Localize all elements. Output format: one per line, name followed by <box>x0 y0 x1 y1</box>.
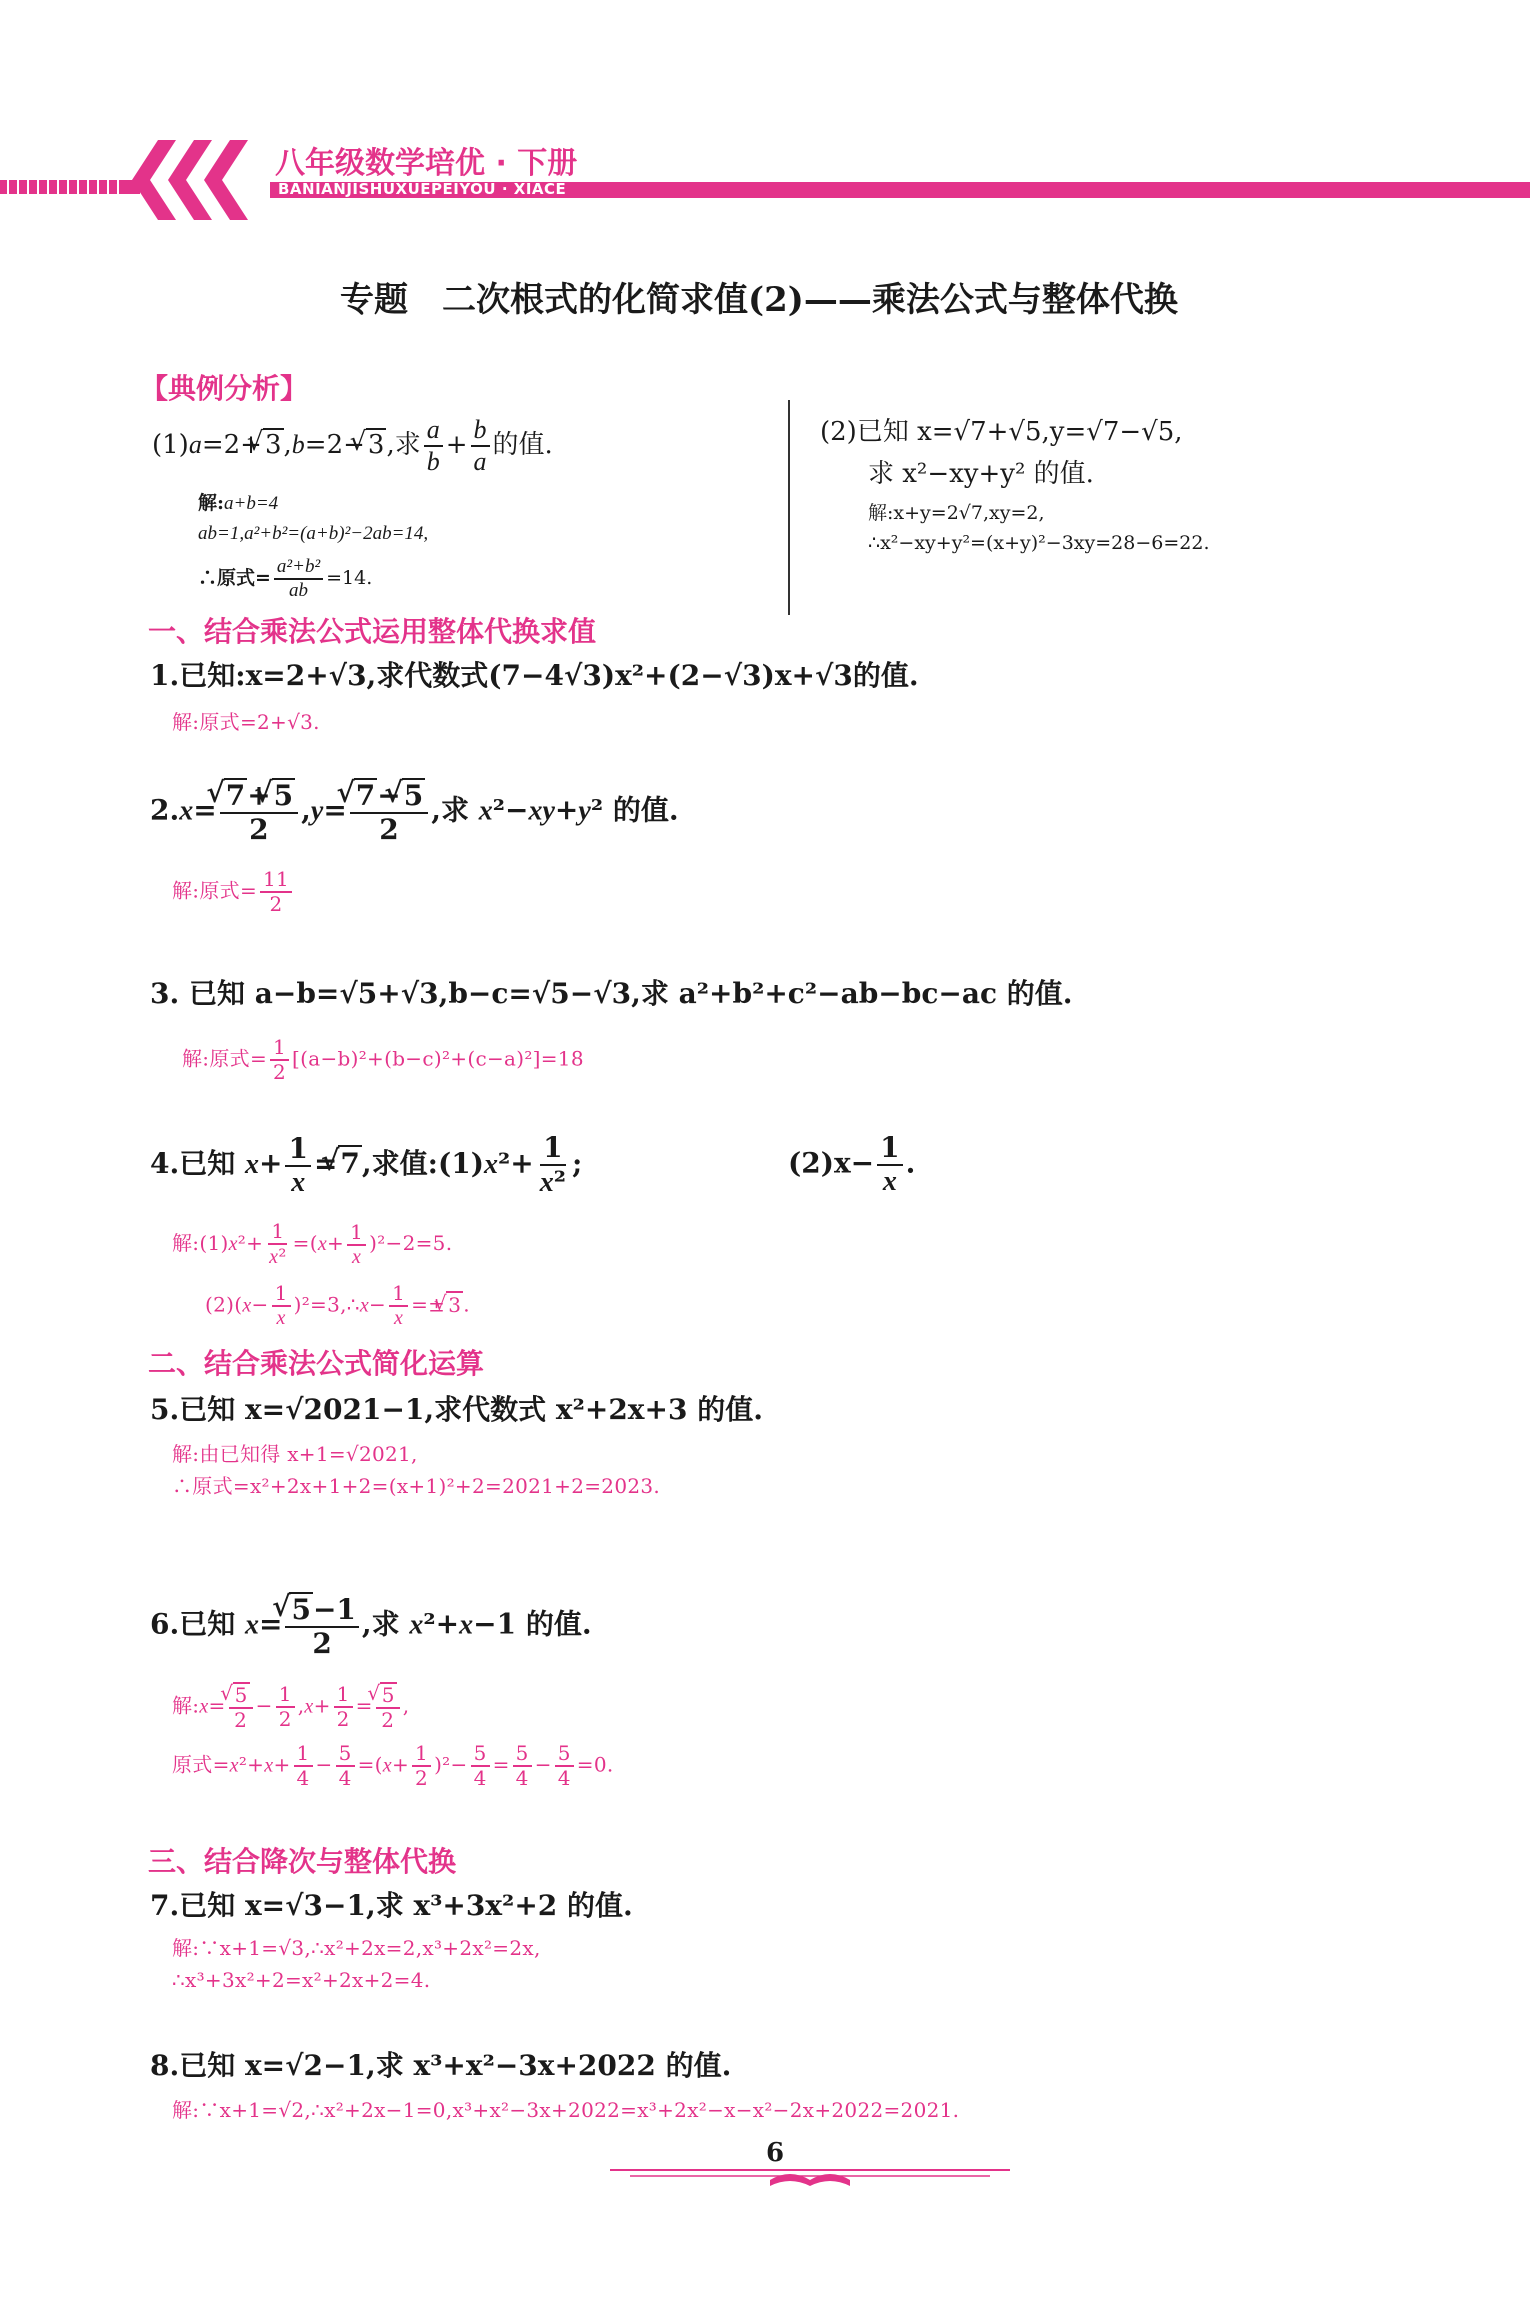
problem-4-answer-2: (2)(x− $\frac{1}{x}$ )²=3,∴x− $\frac{1}{x}$ =±√ 3 . <box>205 1282 470 1330</box>
example-1-sol-line3: ∴原式= $\frac{\text{a²+b²}}{ab}$ =14. <box>198 555 373 601</box>
problem-1-answer: 解:原式=2+√3. <box>172 710 320 734</box>
topic-title: 专题 二次根式的化简求值(2)——乘法公式与整体代换 <box>340 280 1178 320</box>
problem-6-answer-1: 解:x= √ $\frac{5}{2}$ − $\frac{1}{2}$ ,x+ $\frac{1}{2}$ = √ $\frac{5}{2}$ , <box>172 1682 409 1732</box>
section-2-title: 二、结合乘法公式简化运算 <box>148 1347 485 1380</box>
example-1-solution <box>198 488 428 601</box>
example-1-question: (1)a=2+√ 3,b=2−√ 3,求 $\frac{a}{b}$ + $\frac{b}{a}$ 的值. <box>152 415 553 477</box>
problem-1: 1.已知:x=2+√3,求代数式(7−4√3)x²+(2−√3)x+√3的值. <box>150 659 919 692</box>
example-2-solution: 解:x+y=2√7,xy=2, ∴x²−xy+y²=(x+y)²−3xy=28−6=22. <box>868 502 1210 555</box>
example-2-question: (2)已知 x=√7+√5,y=√7−√5, 求 x²−xy+y² 的值. <box>820 417 1183 489</box>
problem-5-answer: 解:由已知得 x+1=√2021, ∴原式=x²+2x+1+2=(x+1)²+2=2021+2=2023. <box>172 1442 661 1498</box>
problem-4-part2: (2)x− $\frac{1}{x}$ . <box>788 1131 916 1198</box>
example-label: 【典例分析】 <box>140 372 309 405</box>
header-chevron-icon <box>128 140 268 220</box>
header-title: 八年级数学培优 · 下册 <box>275 146 578 181</box>
problem-7-answer: 解:∵x+1=√3,∴x²+2x=2,x³+2x²=2x, ∴x³+3x²+2=x²+2x+2=4. <box>172 1936 541 1992</box>
header-banner <box>0 120 1530 220</box>
problem-8: 8.已知 x=√2−1,求 x³+x²−3x+2022 的值. <box>150 2049 732 2082</box>
problem-7: 7.已知 x=√3−1,求 x³+3x²+2 的值. <box>150 1889 633 1922</box>
problem-3: 3. 已知 a−b=√5+√3,b−c=√5−√3,求 a²+b²+c²−ab−bc−ac 的值. <box>150 977 1073 1010</box>
problem-5: 5.已知 x=√2021−1,求代数式 x²+2x+3 的值. <box>150 1393 763 1426</box>
section-1-title: 一、结合乘法公式运用整体代换求值 <box>148 615 597 648</box>
page-number: 6 <box>765 2138 785 2168</box>
header-stripes-icon <box>0 180 140 280</box>
example-1-sol-line2: ab=1,a²+b²=(a+b)²−2ab=14, <box>198 523 429 545</box>
section-3-title: 三、结合降次与整体代换 <box>148 1845 457 1878</box>
example-divider <box>788 400 790 615</box>
footer-ornament <box>610 2160 1010 2190</box>
problem-2: 2.x= √ $\frac{7+√ 5}{2}$ ,y= √ $\frac{7-√ 5}{2}$ ,求 x²−xy+y² 的值. <box>150 778 679 846</box>
problem-4: 4.已知 x+ $\frac{1}{x}$ =√ 7,求值:(1)x²+ $\frac{1}{\text{x²}}$ ; <box>150 1132 582 1199</box>
footer-wave-icon <box>610 2160 1010 2190</box>
problem-6-answer-2: 原式=x²+x+ $\frac{1}{4}$ − $\frac{5}{4}$ =(x+ $\frac{1}{2}$ )²− $\frac{5}{4}$ = $\frac{5}{4}$ − $\frac{5}{4}$ =0. <box>172 1741 614 1790</box>
problem-8-answer: 解:∵x+1=√2,∴x²+2x−1=0,x³+x²−3x+2022=x³+2x²−x−x²−2x+2022=2021. <box>172 2098 960 2122</box>
problem-2-answer: 解:原式= $\frac{11}{2}$ <box>172 868 295 916</box>
problem-6: 6.已知 x= √ $\frac{5-1}{2}$ ,求 x²+x−1 的值. <box>150 1592 592 1660</box>
problem-4-answer-1: 解:(1)x²+ $\frac{1}{\text{x²}}$ =(x+ $\frac{1}{x}$ )²−2=5. <box>172 1219 453 1268</box>
example-1-sol-line1: 解:a+b=4 <box>198 492 279 514</box>
problem-3-answer: 解:原式= $\frac{1}{2}$ [(a−b)²+(b−c)²+(c−a)²]=18 <box>182 1035 584 1084</box>
header-pinyin: BANIANJISHUXUEPEIYOU · XIACE <box>278 180 567 198</box>
